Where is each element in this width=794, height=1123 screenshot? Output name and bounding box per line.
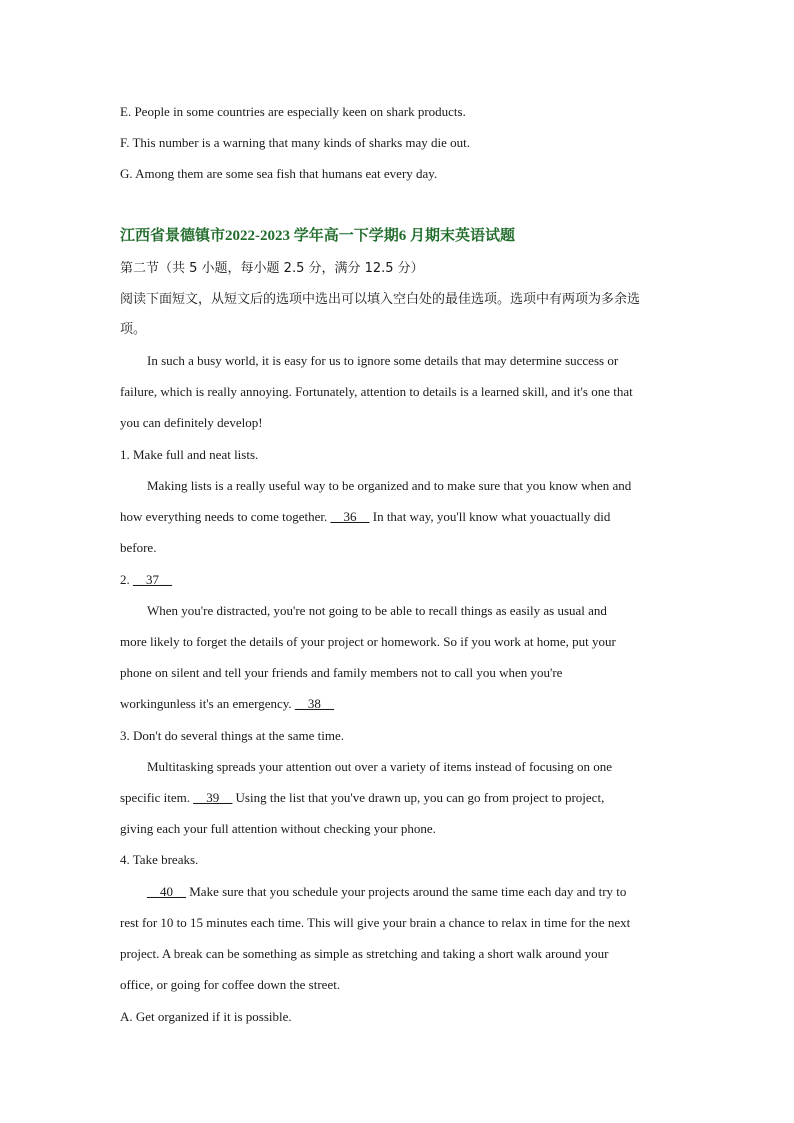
para-4-text-b: Using the list that you've drawn up, you can go from project to project,	[232, 790, 605, 805]
heading-4: 4. Take breaks.	[120, 852, 199, 867]
para-5-text-b: Make sure that you schedule your projects around the same time each day and try to	[186, 884, 627, 899]
para-2-text-a: how everything needs to come together.	[120, 509, 331, 524]
blank-38: __38__	[294, 696, 334, 711]
para-3-line-1: When you're distracted, you're not going to be able to recall things as easily as usual and	[147, 603, 607, 618]
heading-2-number: 2.	[120, 572, 133, 587]
blank-40: __40__	[147, 884, 186, 899]
para-3-line-2: more likely to forget the details of your project or homework. So if you work at home, put your	[120, 634, 616, 649]
para-4-text-a: specific item.	[120, 790, 194, 805]
option-f: F. This number is a warning that many kinds of sharks may die out.	[120, 135, 471, 150]
para-3-text-a: workingunless it's an emergency.	[120, 696, 295, 711]
heading-1: 1. Make full and neat lists.	[120, 447, 259, 462]
para-5-line-4: office, or going for coffee down the street.	[120, 977, 341, 992]
instruction-line-1: 阅读下面短文，从短文后的选项中选出可以填入空白处的最佳选项。选项中有两项为多余选	[120, 292, 641, 307]
passage-intro-line-2: failure, which is really annoying. Fortunately, attention to details is a learned skill, and it's one that	[120, 384, 633, 399]
section-title: 江西省景德镇市2022-2023 学年高一下学期6 月期末英语试题	[120, 228, 515, 244]
section-subtitle: 第二节（共 5 小题，每小题 2.5 分，满分 12.5 分）	[120, 261, 424, 276]
blank-36: __36__	[330, 509, 370, 524]
instruction-line-2: 项。	[120, 322, 147, 337]
para-2-line-2	[120, 509, 610, 525]
blank-37: __37__	[133, 572, 172, 587]
para-5-line-1	[147, 884, 626, 900]
heading-3: 3. Don't do several things at the same time.	[120, 728, 345, 743]
para-4-line-2	[120, 790, 604, 806]
para-4-line-3: giving each your full attention without checking your phone.	[120, 821, 436, 836]
para-3-line-3: phone on silent and tell your friends and family members not to call you when you're	[120, 665, 563, 680]
para-2-line-1: Making lists is a really useful way to be organized and to make sure that you know when and	[147, 478, 632, 493]
para-3-line-4	[120, 696, 334, 712]
para-2-text-b: In that way, you'll know what youactually did	[369, 509, 611, 524]
para-5-line-2: rest for 10 to 15 minutes each time. This will give your brain a chance to relax in time for the next	[120, 915, 631, 930]
option-e: E. People in some countries are especially keen on shark products.	[120, 104, 466, 119]
para-5-line-3: project. A break can be something as simple as stretching and taking a short walk around your	[120, 946, 609, 961]
blank-39: __39__	[193, 790, 233, 805]
option-a: A. Get organized if it is possible.	[120, 1009, 292, 1024]
passage-intro-line-3: you can definitely develop!	[120, 415, 263, 430]
para-4-line-1: Multitasking spreads your attention out over a variety of items instead of focusing on one	[147, 759, 613, 774]
option-g: G. Among them are some sea fish that humans eat every day.	[120, 166, 438, 181]
passage-intro-line-1: In such a busy world, it is easy for us to ignore some details that may determine success or	[147, 353, 619, 368]
para-2-line-3: before.	[120, 540, 157, 555]
heading-2	[120, 572, 172, 588]
